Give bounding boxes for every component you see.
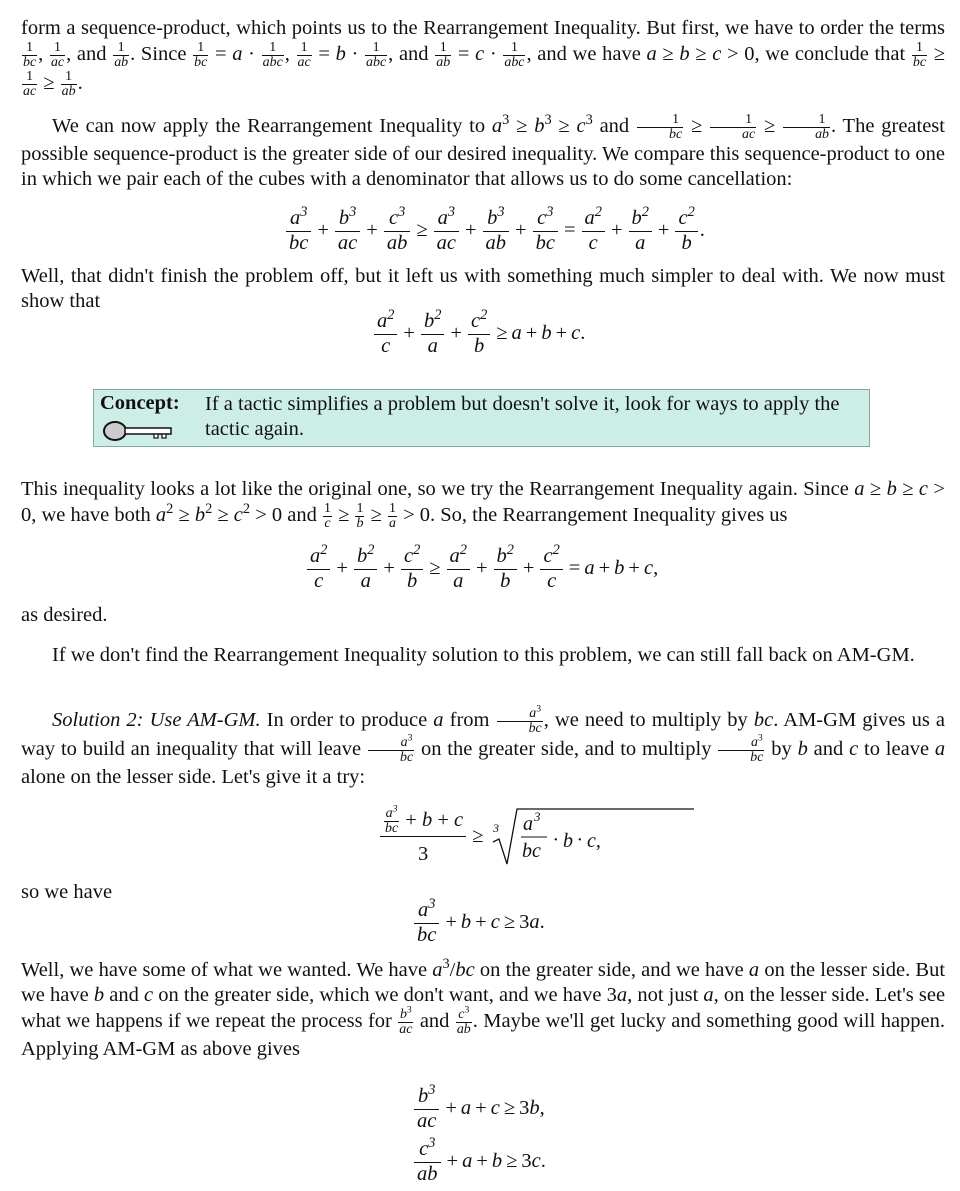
svg-text:3: 3 [493, 821, 500, 835]
equation-amgm: $\frac{a^3}{bc}$ + b + c 3 ≥ 3 a 3 bc · b · c, [0, 806, 960, 868]
paragraph-6: If we don't find the Rearrangement Inequality solution to this problem, we can still fall back on AM-GM. [52, 644, 915, 666]
svg-text:·: · [553, 829, 559, 851]
concept-label: Concept: [100, 392, 180, 414]
paragraph-4: This inequality looks a lot like the original one, so we try the Rearrangement Inequality again. Since a ≥ b ≥ c > 0, we have both $a^2 \ge b^2 \ge c^2 > 0$ and $\frac{1}{c}$ ≥ $\frac{1}{b}$ ≥ $\frac{1}{a}$ > 0. So, the Rearrangement Inequality gives us [21, 478, 945, 531]
paragraph-3: Well, that didn't finish the problem off, but it left us with something much simpler to deal with. We now must show that [21, 265, 945, 312]
paragraph-1: form a sequence-product, which points us to the Rearrangement Inequality. But first, we have to order the terms $\frac{1}{bc}$ , $\frac{1}{ac}$ , and $\frac{1}{ab}$ . Since $\frac{1}{bc}$ = a · 1 abc , $\frac{1}{ac}$ = b · 1 abc , and $\frac{1}{ab}$ = c · 1 abc , and we have a ≥ b ≥ c > 0, we conclude that $\frac{1}{bc}$ ≥ $\frac{1}{ac}$ ≥ $\frac{1}{ab}$ . [21, 17, 945, 99]
equation-amgm-result-a: $\frac{a^3}{bc}$ + b + c ≥ 3a. [0, 899, 960, 947]
svg-text:a: a [523, 813, 534, 835]
paragraph-5: as desired. [21, 604, 108, 626]
cube-root [487, 806, 697, 868]
svg-text:bc: bc [522, 840, 542, 862]
key-icon [102, 419, 174, 443]
concept-text: If a tactic simplifies a problem but doesn't solve it, look for ways to apply the tactic again. [205, 393, 840, 440]
paragraph-8: so we have [21, 881, 113, 903]
concept-box [93, 389, 870, 447]
equation-rearrangement-2: $\frac{a^2}{c}$ + $\frac{b^2}{a}$ + $\frac{c^2}{b}$ ≥ $\frac{a^2}{a}$ + $\frac{b^2}{b}$ + $\frac{c^2}{c}$ = a + b + c, [0, 545, 960, 593]
svg-text:3: 3 [534, 809, 541, 824]
equation-amgm-result-b: $\frac{b^3}{ac}$ + a + c ≥ 3b, [0, 1085, 960, 1133]
paragraph-9: Well, we have some of what we wanted. We have $a^3/bc$ on the greater side, and we have a on the lesser side. But we have b and c on the greater side, which we don't want, and we have 3a, not just a, on the lesser side. Let's see what we happens if we repeat the process for $\frac{b^3}{ac}$ and $\frac{c^3}{ab}$ . Maybe we'll get lucky and something good will happen. Applying AM-GM as above gives [21, 956, 946, 1060]
svg-text:c,: c, [587, 830, 602, 852]
equation-target: $\frac{a^2}{c}$ + $\frac{b^2}{a}$ + $\frac{c^2}{b}$ ≥ a + b + c. [0, 310, 960, 358]
equation-amgm-result-c: $\frac{c^3}{ab}$ + a + b ≥ 3c. [0, 1138, 960, 1186]
svg-text:b: b [563, 830, 574, 852]
paragraph-7: Solution 2: Use AM-GM. In order to produce a from $\frac{a^3}{bc}$ , we need to multiply by bc. AM-GM gives us a way to build an inequality that will leave $\frac{a^3}{bc}$ on the greater side, and to multiply $\frac{a^3}{bc}$ by b and c to leave a alone on the lesser side. Let's give it a try: [21, 703, 946, 788]
svg-text:·: · [577, 829, 583, 851]
paragraph-2: We can now apply the Rearrangement Inequality to $a^3 \ge b^3 \ge c^3$ and $\frac{1}{bc}$ ≥ $\frac{1}{ac}$ ≥ $\frac{1}{ab}$ . The greatest possible sequence-product is the greater side of our desired inequality. We compare this sequence-product to one in which we pair each of the cubes with a denominator that allows us to do some cancellation: [21, 112, 945, 190]
equation-rearrangement-1: $\frac{a^3}{bc}$ + $\frac{b^3}{ac}$ + $\frac{c^3}{ab}$ ≥ $\frac{a^3}{ac}$ + $\frac{b^3}{ab}$ + $\frac{c^3}{bc}$ = $\frac{a^2}{c}$ + $\frac{b^2}{a}$ + $\frac{c^2}{b}$ . [0, 207, 960, 255]
